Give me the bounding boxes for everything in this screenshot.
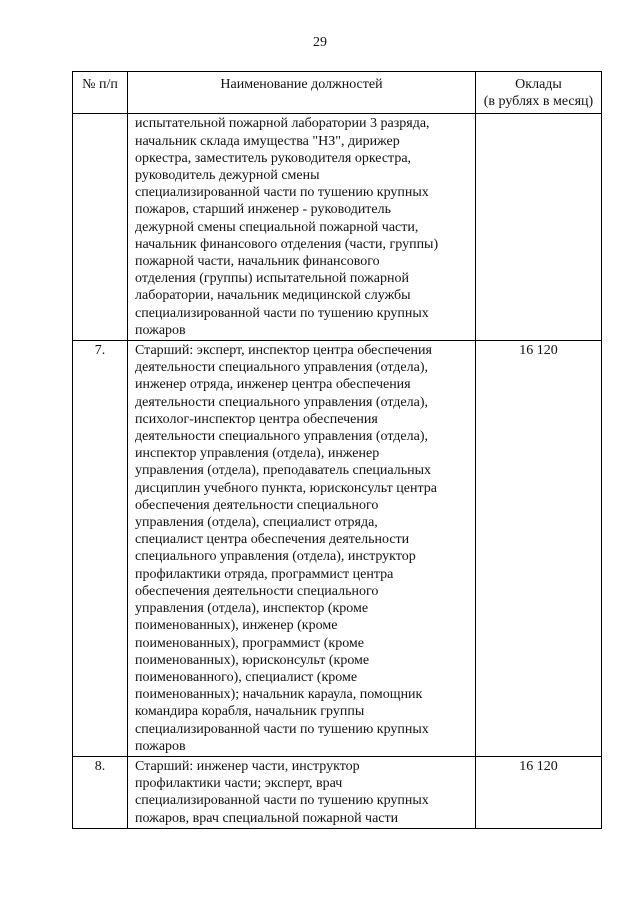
- description-line: инспектор управления (отдела), инженер: [135, 446, 380, 462]
- header-salary-line2: (в рублях в месяц): [483, 94, 594, 110]
- table-row: [73, 114, 602, 341]
- row-number: 8.: [73, 756, 128, 828]
- header-number: № п/п: [73, 72, 128, 114]
- description-line: командира корабля, начальник группы: [135, 704, 365, 720]
- description-line: пожарной части, начальник финансового: [135, 254, 380, 270]
- salary-value: 16 120: [476, 341, 602, 757]
- position-description: [128, 341, 476, 757]
- position-description: [128, 114, 476, 341]
- description-line: испытательной пожарной лаборатории 3 разряда,: [135, 116, 430, 132]
- table-body: [73, 114, 602, 828]
- description-line: профилактики части; эксперт, врач: [135, 776, 343, 792]
- description-line: оркестра, заместитель руководителя оркестра,: [135, 150, 412, 166]
- description-line: управления (отдела), специалист отряда,: [135, 515, 378, 531]
- description-line: управления (отдела), инспектор (кроме: [135, 601, 369, 617]
- description-line: поименованных), юрисконсульт (кроме: [135, 652, 370, 668]
- description-line: профилактики отряда, программист центра: [135, 566, 394, 582]
- description-line: отделения (группы) испытательной пожарной: [135, 271, 409, 287]
- header-position-name: Наименование должностей: [128, 72, 476, 114]
- description-line: начальник склада имущества "НЗ", дирижер: [135, 133, 400, 149]
- table-header-row: [73, 72, 602, 114]
- page-number: 29: [313, 35, 327, 50]
- description-line: деятельности специального управления (отдела),: [135, 429, 429, 445]
- description-line: психолог-инспектор центра обеспечения: [135, 411, 378, 427]
- description-line: поименованных); начальник караула, помощник: [135, 687, 423, 703]
- description-line: начальник финансового отделения (части, группы): [135, 236, 439, 252]
- description-line: деятельности специального управления (отдела),: [135, 394, 429, 410]
- description-line: пожаров: [135, 322, 186, 338]
- position-description: [128, 756, 476, 828]
- description-line: дисциплин учебного пункта, юрисконсульт центра: [135, 480, 437, 496]
- salary-value: [476, 114, 602, 341]
- row-number: 7.: [73, 341, 128, 757]
- description-line: поименованных), инженер (кроме: [135, 618, 338, 634]
- description-line: пожаров, старший инженер - руководитель: [135, 202, 392, 218]
- description-line: пожаров, врач специальной пожарной части: [135, 810, 399, 826]
- description-line: обеспечения деятельности специального: [135, 497, 379, 513]
- description-line: Старший: инженер части, инструктор: [135, 758, 360, 774]
- salary-value: 16 120: [476, 756, 602, 828]
- description-line: управления (отдела), преподаватель специальных: [135, 463, 431, 479]
- row-number: [73, 114, 128, 341]
- description-line: руководитель дежурной смены: [135, 168, 320, 184]
- description-line: специализированной части по тушению крупных: [135, 185, 429, 201]
- description-line: специализированной части по тушению крупных: [135, 721, 429, 737]
- header-salary-line1: Оклады: [515, 77, 562, 92]
- description-line: лаборатории, начальник медицинской службы: [135, 288, 411, 304]
- description-line: обеспечения деятельности специального: [135, 583, 379, 599]
- description-line: пожаров: [135, 738, 186, 754]
- description-line: специального управления (отдела), инструктор: [135, 549, 416, 565]
- description-line: дежурной смены специальной пожарной части,: [135, 219, 419, 235]
- description-line: поименованного), специалист (кроме: [135, 669, 358, 685]
- description-line: инженер отряда, инженер центра обеспечения: [135, 377, 411, 393]
- description-line: деятельности специального управления (отдела),: [135, 360, 429, 376]
- description-line: специализированной части по тушению крупных: [135, 305, 429, 321]
- table-row: [73, 756, 602, 828]
- description-line: Старший: эксперт, инспектор центра обеспечения: [135, 343, 432, 359]
- description-line: специализированной части по тушению крупных: [135, 793, 429, 809]
- description-line: поименованных), программист (кроме: [135, 635, 365, 651]
- table-row: [73, 341, 602, 757]
- salary-table: [72, 71, 602, 829]
- header-salary: [476, 72, 602, 114]
- description-line: специалист центра обеспечения деятельности: [135, 532, 410, 548]
